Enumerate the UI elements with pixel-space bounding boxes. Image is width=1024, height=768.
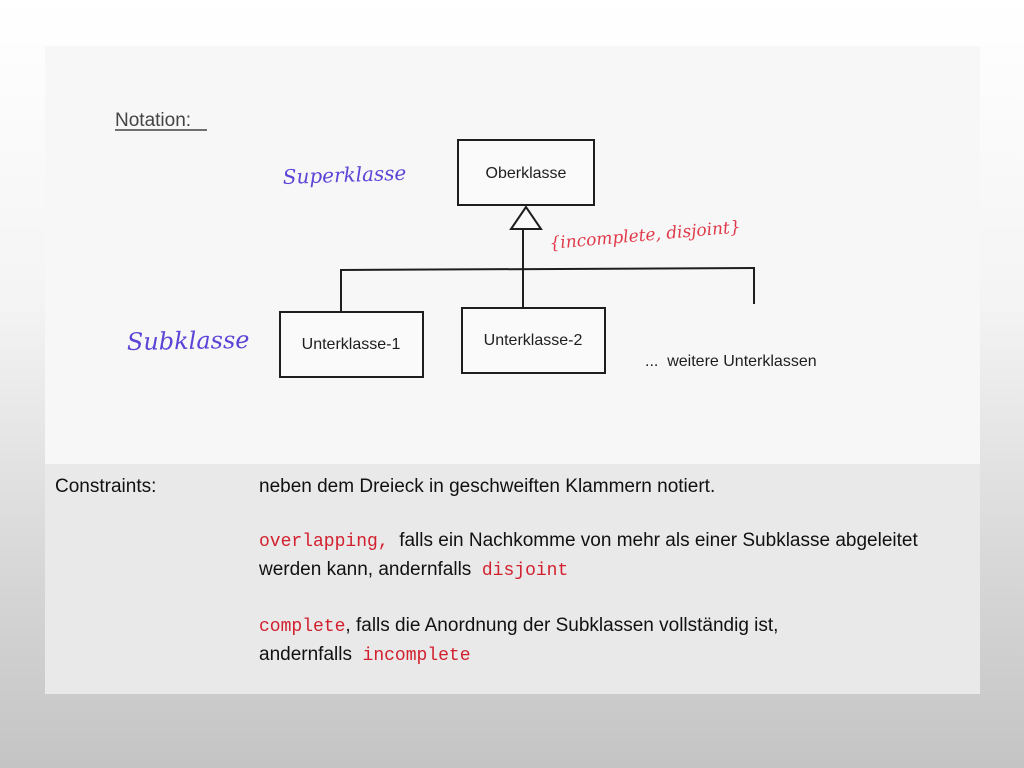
generalization-triangle [511,207,541,229]
superclass-box-label: Oberklasse [485,165,567,182]
subclass-box-2-label: Unterklasse-2 [483,332,583,349]
complete-keyword: complete [259,617,346,637]
inheritance-diagram [45,46,980,464]
overlapping-paragraph [259,527,969,585]
constraint-handwritten-note: {incomplete, disjoint} [548,217,742,254]
constraints-intro: neben dem Dreieck in geschweiften Klammern notiert. [259,476,716,497]
subclass-handwritten-label: Subklasse [126,325,250,356]
scanned-diagram [45,46,980,464]
notation-heading: Notation: [115,110,192,131]
constraints-body [259,473,969,697]
disjoint-keyword: disjoint [481,561,569,581]
complete-description: , falls die Anordnung der Subklassen vollständig ist, andernfalls [259,615,779,665]
complete-paragraph [259,612,969,670]
subclass-box-1-label: Unterklasse-1 [301,336,401,353]
overlapping-description: falls ein Nachkomme von mehr als einer Subklasse abgeleitet werden kann, andernfalls [259,530,918,580]
more-subclasses-label: ... weitere Unterklassen [645,353,817,370]
incomplete-keyword: incomplete [362,646,471,666]
slide [45,46,980,694]
superclass-handwritten-label: Superklasse [282,160,407,189]
generalization-bar [340,268,755,270]
constraints-section [45,464,980,694]
constraints-label: Constraints: [55,476,157,497]
overlapping-keyword: overlapping, [259,532,389,552]
